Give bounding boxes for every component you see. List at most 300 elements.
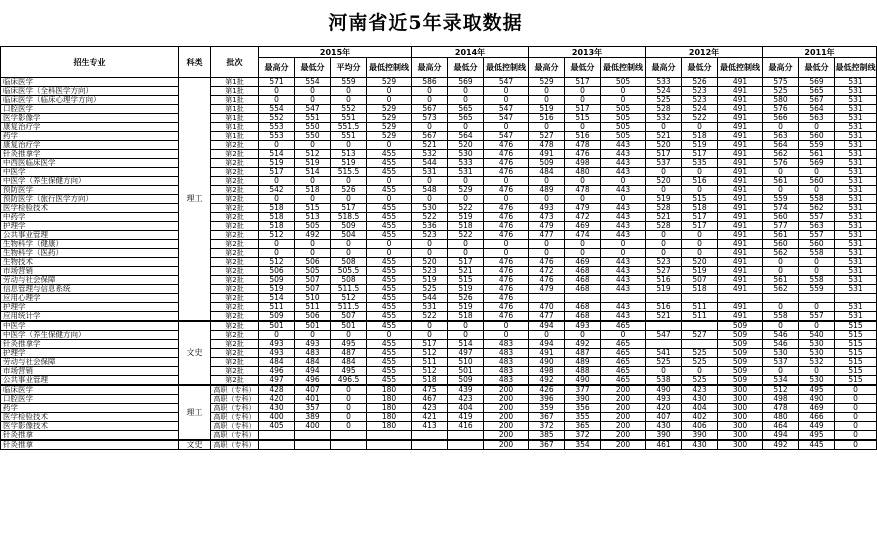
score-cell: 0 <box>799 168 835 177</box>
score-cell: 557 <box>799 213 835 222</box>
score-cell: 505 <box>601 123 646 132</box>
score-cell: 521 <box>646 312 682 322</box>
score-cell: 531 <box>835 303 877 312</box>
score-cell: 455 <box>367 231 412 240</box>
score-cell: 0 <box>601 87 646 96</box>
score-cell: 518 <box>412 376 448 386</box>
header-2013-max: 最高分 <box>529 58 565 78</box>
score-cell: 552 <box>259 114 295 123</box>
score-cell: 519 <box>259 285 295 294</box>
score-cell: 488 <box>565 367 601 376</box>
score-cell: 515 <box>835 358 877 367</box>
score-cell: 483 <box>295 349 331 358</box>
score-cell: 0 <box>529 177 565 186</box>
score-cell: 505 <box>295 267 331 276</box>
score-cell: 526 <box>331 186 367 195</box>
score-cell: 551.5 <box>331 123 367 132</box>
batch-cell: 高职（专科） <box>211 395 259 404</box>
score-cell: 0 <box>529 123 565 132</box>
score-cell: 455 <box>367 367 412 376</box>
score-cell: 517 <box>646 150 682 159</box>
batch-cell: 第1批 <box>211 78 259 87</box>
score-cell: 400 <box>295 422 331 431</box>
score-cell: 491 <box>718 168 763 177</box>
score-cell: 494 <box>763 431 799 441</box>
batch-cell: 第2批 <box>211 231 259 240</box>
score-cell: 443 <box>601 150 646 159</box>
score-cell: 521 <box>448 267 484 276</box>
score-cell: 0 <box>799 123 835 132</box>
score-cell: 529 <box>367 132 412 141</box>
score-cell: 468 <box>565 285 601 294</box>
header-year-2014: 2014年 <box>412 47 529 58</box>
score-cell: 554 <box>295 78 331 87</box>
score-cell: 559 <box>799 141 835 150</box>
score-cell: 530 <box>448 150 484 159</box>
score-cell: 501 <box>448 367 484 376</box>
score-cell: 514 <box>295 168 331 177</box>
category-cell: 理工 <box>179 78 211 322</box>
score-cell: 455 <box>367 276 412 285</box>
score-cell: 396 <box>529 395 565 404</box>
score-cell: 419 <box>448 413 484 422</box>
score-cell: 0 <box>601 249 646 258</box>
score-cell: 512 <box>763 385 799 395</box>
header-2015-min: 最低分 <box>295 58 331 78</box>
score-cell: 200 <box>484 385 529 395</box>
major-name: 医学影像学 <box>1 114 179 123</box>
score-cell: 564 <box>448 132 484 141</box>
score-cell: 493 <box>295 340 331 349</box>
score-cell: 520 <box>448 141 484 150</box>
score-cell: 531 <box>835 312 877 322</box>
major-name: 预防医学（旅行医学方向） <box>1 195 179 204</box>
score-cell: 465 <box>601 321 646 331</box>
score-cell: 529 <box>367 78 412 87</box>
score-cell: 547 <box>484 132 529 141</box>
score-cell: 497 <box>448 349 484 358</box>
major-name: 针灸推拿学 <box>1 150 179 159</box>
score-cell: 0 <box>529 331 565 340</box>
batch-cell: 第2批 <box>211 159 259 168</box>
score-cell: 513 <box>331 150 367 159</box>
major-name: 药学 <box>1 404 179 413</box>
score-cell: 420 <box>259 395 295 404</box>
score-cell: 0 <box>565 249 601 258</box>
score-cell: 0 <box>367 249 412 258</box>
score-cell: 455 <box>367 294 412 303</box>
score-cell: 483 <box>484 367 529 376</box>
score-cell: 531 <box>835 105 877 114</box>
score-cell: 0 <box>412 249 448 258</box>
score-cell: 0 <box>295 177 331 186</box>
score-cell: 0 <box>259 177 295 186</box>
score-cell: 200 <box>484 440 529 450</box>
major-name: 市场营销 <box>1 267 179 276</box>
score-cell: 506 <box>295 258 331 267</box>
score-cell: 573 <box>412 114 448 123</box>
score-cell: 0 <box>331 249 367 258</box>
score-cell: 0 <box>565 177 601 186</box>
score-cell: 562 <box>763 150 799 159</box>
batch-cell: 高职（专科） <box>211 422 259 431</box>
page-title: 河南省近5年录取数据 <box>328 12 523 34</box>
score-cell: 492 <box>763 440 799 450</box>
major-name: 应用统计学 <box>1 312 179 322</box>
score-cell: 586 <box>412 78 448 87</box>
score-cell: 0 <box>367 195 412 204</box>
score-cell: 522 <box>682 114 718 123</box>
header-2011-max: 最高分 <box>763 58 799 78</box>
score-cell: 519 <box>682 141 718 150</box>
score-cell: 0 <box>601 331 646 340</box>
score-cell: 469 <box>565 258 601 267</box>
score-cell: 367 <box>529 413 565 422</box>
score-cell: 443 <box>601 231 646 240</box>
score-cell <box>259 440 295 450</box>
score-cell: 515 <box>835 331 877 340</box>
score-cell: 505 <box>601 132 646 141</box>
score-cell: 0 <box>412 96 448 105</box>
score-cell: 476 <box>484 168 529 177</box>
score-cell: 372 <box>565 431 601 441</box>
score-cell: 0 <box>601 195 646 204</box>
score-cell: 465 <box>601 358 646 367</box>
score-cell: 480 <box>763 413 799 422</box>
score-cell: 0 <box>835 440 877 450</box>
score-cell: 531 <box>835 132 877 141</box>
score-cell: 493 <box>646 395 682 404</box>
score-cell: 509 <box>718 331 763 340</box>
major-name: 医学检验技术 <box>1 204 179 213</box>
score-cell: 495 <box>799 431 835 441</box>
score-cell: 518 <box>682 132 718 141</box>
batch-cell: 第2批 <box>211 267 259 276</box>
score-cell: 538 <box>646 376 682 386</box>
batch-cell: 第2批 <box>211 285 259 294</box>
major-name: 针灸推拿 <box>1 440 179 450</box>
score-cell: 507 <box>331 312 367 322</box>
score-cell: 532 <box>412 150 448 159</box>
score-cell: 531 <box>835 195 877 204</box>
score-cell: 455 <box>367 340 412 349</box>
score-cell: 455 <box>367 258 412 267</box>
score-cell: 0 <box>835 422 877 431</box>
major-name: 中药学 <box>1 213 179 222</box>
score-cell: 509 <box>259 276 295 285</box>
score-cell: 519 <box>646 195 682 204</box>
score-cell: 529 <box>367 105 412 114</box>
score-cell: 0 <box>484 240 529 249</box>
score-cell: 523 <box>646 258 682 267</box>
score-cell: 0 <box>763 303 799 312</box>
score-cell: 533 <box>448 159 484 168</box>
batch-cell: 第2批 <box>211 249 259 258</box>
score-cell: 443 <box>601 312 646 322</box>
score-cell: 406 <box>682 422 718 431</box>
score-cell: 491 <box>718 285 763 294</box>
major-name: 公共事业管理 <box>1 376 179 386</box>
score-cell: 484 <box>529 168 565 177</box>
score-cell: 530 <box>763 349 799 358</box>
score-cell: 200 <box>601 413 646 422</box>
score-cell: 0 <box>682 123 718 132</box>
score-cell: 540 <box>799 331 835 340</box>
score-cell: 430 <box>682 440 718 450</box>
score-cell: 560 <box>799 177 835 186</box>
score-cell: 0 <box>799 321 835 331</box>
score-cell: 476 <box>484 258 529 267</box>
score-cell: 512 <box>412 367 448 376</box>
score-cell: 561 <box>799 150 835 159</box>
score-cell: 0 <box>331 331 367 340</box>
score-cell: 0 <box>259 331 295 340</box>
score-cell: 479 <box>529 285 565 294</box>
score-cell: 491 <box>718 267 763 276</box>
score-cell: 554 <box>259 105 295 114</box>
score-cell <box>367 440 412 450</box>
score-cell: 483 <box>484 376 529 386</box>
score-cell: 0 <box>448 249 484 258</box>
score-cell: 476 <box>529 258 565 267</box>
score-cell: 557 <box>799 312 835 322</box>
score-cell: 511.5 <box>331 285 367 294</box>
score-cell: 504 <box>331 231 367 240</box>
score-cell: 567 <box>412 132 448 141</box>
score-cell: 491 <box>718 276 763 285</box>
score-cell: 517 <box>259 168 295 177</box>
score-cell: 443 <box>601 222 646 231</box>
score-cell: 515 <box>835 367 877 376</box>
score-cell: 564 <box>799 105 835 114</box>
score-cell: 517 <box>682 222 718 231</box>
score-cell: 476 <box>484 285 529 294</box>
score-cell: 0 <box>763 367 799 376</box>
score-cell: 0 <box>835 413 877 422</box>
score-cell: 200 <box>601 385 646 395</box>
score-cell: 522 <box>448 231 484 240</box>
major-name: 生物科学（医药） <box>1 249 179 258</box>
score-cell: 515 <box>835 321 877 331</box>
score-cell: 445 <box>799 440 835 450</box>
score-cell: 527 <box>529 132 565 141</box>
score-cell: 443 <box>601 141 646 150</box>
score-cell: 518 <box>448 222 484 231</box>
score-cell: 355 <box>565 413 601 422</box>
major-name: 中医学（养生保健方向） <box>1 331 179 340</box>
score-cell: 518.5 <box>331 213 367 222</box>
score-cell: 0 <box>367 331 412 340</box>
score-cell: 512 <box>331 294 367 303</box>
score-cell: 455 <box>367 321 412 331</box>
score-cell: 0 <box>448 321 484 331</box>
score-cell: 489 <box>529 186 565 195</box>
score-cell <box>331 440 367 450</box>
table-body <box>1 78 877 450</box>
score-cell: 200 <box>601 431 646 441</box>
score-cell: 509 <box>718 376 763 386</box>
score-cell: 501 <box>331 321 367 331</box>
score-cell: 472 <box>565 213 601 222</box>
score-cell: 476 <box>484 276 529 285</box>
score-cell: 551 <box>331 114 367 123</box>
score-cell: 561 <box>763 177 799 186</box>
score-cell: 430 <box>646 422 682 431</box>
score-cell: 180 <box>367 413 412 422</box>
score-cell: 0 <box>484 195 529 204</box>
score-cell: 180 <box>367 422 412 431</box>
score-cell: 531 <box>835 150 877 159</box>
score-cell <box>331 431 367 441</box>
score-cell: 476 <box>565 150 601 159</box>
score-cell: 455 <box>367 159 412 168</box>
score-cell: 0 <box>367 96 412 105</box>
header-2011-min: 最低分 <box>799 58 835 78</box>
batch-cell: 第2批 <box>211 168 259 177</box>
score-cell: 525 <box>646 96 682 105</box>
score-cell: 491 <box>718 141 763 150</box>
major-name: 生物科学（健康） <box>1 240 179 249</box>
score-cell: 527 <box>682 331 718 340</box>
score-cell: 0 <box>799 303 835 312</box>
score-cell: 0 <box>646 168 682 177</box>
score-cell: 0 <box>565 240 601 249</box>
score-cell: 478 <box>565 186 601 195</box>
score-cell: 518 <box>259 222 295 231</box>
score-cell: 531 <box>412 168 448 177</box>
score-cell: 531 <box>835 213 877 222</box>
score-cell: 547 <box>646 331 682 340</box>
score-cell: 542 <box>259 186 295 195</box>
score-cell: 491 <box>718 186 763 195</box>
score-cell: 476 <box>484 231 529 240</box>
score-cell: 509 <box>718 349 763 358</box>
batch-cell: 第2批 <box>211 367 259 376</box>
score-cell: 518 <box>295 186 331 195</box>
score-cell: 390 <box>565 395 601 404</box>
score-cell: 491 <box>718 159 763 168</box>
score-cell: 0 <box>835 431 877 441</box>
score-cell: 455 <box>367 204 412 213</box>
score-cell: 0 <box>295 141 331 150</box>
batch-cell: 第1批 <box>211 123 259 132</box>
score-cell: 0 <box>565 87 601 96</box>
score-cell: 506 <box>295 312 331 322</box>
major-name: 口腔医学 <box>1 105 179 114</box>
score-cell: 519 <box>412 276 448 285</box>
score-cell: 0 <box>484 321 529 331</box>
header-2013-min: 最低分 <box>565 58 601 78</box>
score-cell: 0 <box>799 186 835 195</box>
score-cell: 0 <box>259 96 295 105</box>
score-cell: 507 <box>682 276 718 285</box>
score-cell: 523 <box>412 231 448 240</box>
score-cell: 455 <box>367 358 412 367</box>
score-cell: 300 <box>718 422 763 431</box>
score-cell: 491 <box>529 150 565 159</box>
score-cell: 516 <box>565 132 601 141</box>
score-cell: 465 <box>601 349 646 358</box>
score-cell: 491 <box>718 204 763 213</box>
score-cell: 390 <box>682 431 718 441</box>
score-cell: 526 <box>682 78 718 87</box>
score-cell: 0 <box>367 87 412 96</box>
score-cell: 563 <box>763 132 799 141</box>
score-cell: 468 <box>565 267 601 276</box>
score-cell: 430 <box>682 395 718 404</box>
score-cell: 551 <box>331 132 367 141</box>
score-cell: 478 <box>565 141 601 150</box>
batch-cell: 第1批 <box>211 105 259 114</box>
score-cell: 560 <box>799 132 835 141</box>
admission-table <box>0 46 877 450</box>
score-cell: 490 <box>646 385 682 395</box>
score-cell: 0 <box>412 331 448 340</box>
score-cell: 518 <box>682 285 718 294</box>
score-cell: 516 <box>682 177 718 186</box>
header-2015-line: 最低控制线 <box>367 58 412 78</box>
score-cell: 0 <box>529 87 565 96</box>
header-2012-min: 最低分 <box>682 58 718 78</box>
score-cell: 562 <box>763 249 799 258</box>
major-name: 临床医学 <box>1 385 179 395</box>
major-name: 生物技术 <box>1 258 179 267</box>
score-cell: 0 <box>565 195 601 204</box>
score-cell: 443 <box>601 258 646 267</box>
score-cell: 525 <box>682 376 718 386</box>
header-category: 科类 <box>179 47 211 78</box>
score-cell: 517 <box>565 78 601 87</box>
score-cell: 510 <box>295 294 331 303</box>
score-cell <box>295 440 331 450</box>
score-cell: 511 <box>682 312 718 322</box>
score-cell: 0 <box>412 123 448 132</box>
score-cell: 0 <box>412 195 448 204</box>
batch-cell: 高职（专科） <box>211 440 259 450</box>
score-cell: 0 <box>448 177 484 186</box>
score-cell: 494 <box>529 321 565 331</box>
score-cell: 509 <box>529 159 565 168</box>
major-name: 信息管理与信息系统 <box>1 285 179 294</box>
major-name: 劳动与社会保障 <box>1 276 179 285</box>
table-header <box>1 47 877 78</box>
score-cell: 544 <box>412 294 448 303</box>
score-cell: 455 <box>367 213 412 222</box>
score-cell: 522 <box>412 312 448 322</box>
score-cell: 547 <box>484 78 529 87</box>
score-cell: 300 <box>718 385 763 395</box>
score-cell: 527 <box>646 267 682 276</box>
score-cell: 0 <box>448 123 484 132</box>
score-cell: 514 <box>259 294 295 303</box>
score-cell: 562 <box>763 285 799 294</box>
score-cell: 569 <box>799 78 835 87</box>
score-cell: 508 <box>331 258 367 267</box>
score-cell: 476 <box>484 213 529 222</box>
score-cell: 487 <box>565 349 601 358</box>
batch-cell: 高职（专科） <box>211 385 259 395</box>
score-cell: 0 <box>835 385 877 395</box>
major-name: 预防医学 <box>1 186 179 195</box>
score-cell: 0 <box>763 123 799 132</box>
score-cell: 0 <box>331 422 367 431</box>
score-cell: 531 <box>835 204 877 213</box>
score-cell: 455 <box>367 150 412 159</box>
score-cell: 491 <box>718 132 763 141</box>
score-cell: 531 <box>835 78 877 87</box>
score-cell: 506 <box>259 267 295 276</box>
score-cell: 455 <box>367 376 412 386</box>
